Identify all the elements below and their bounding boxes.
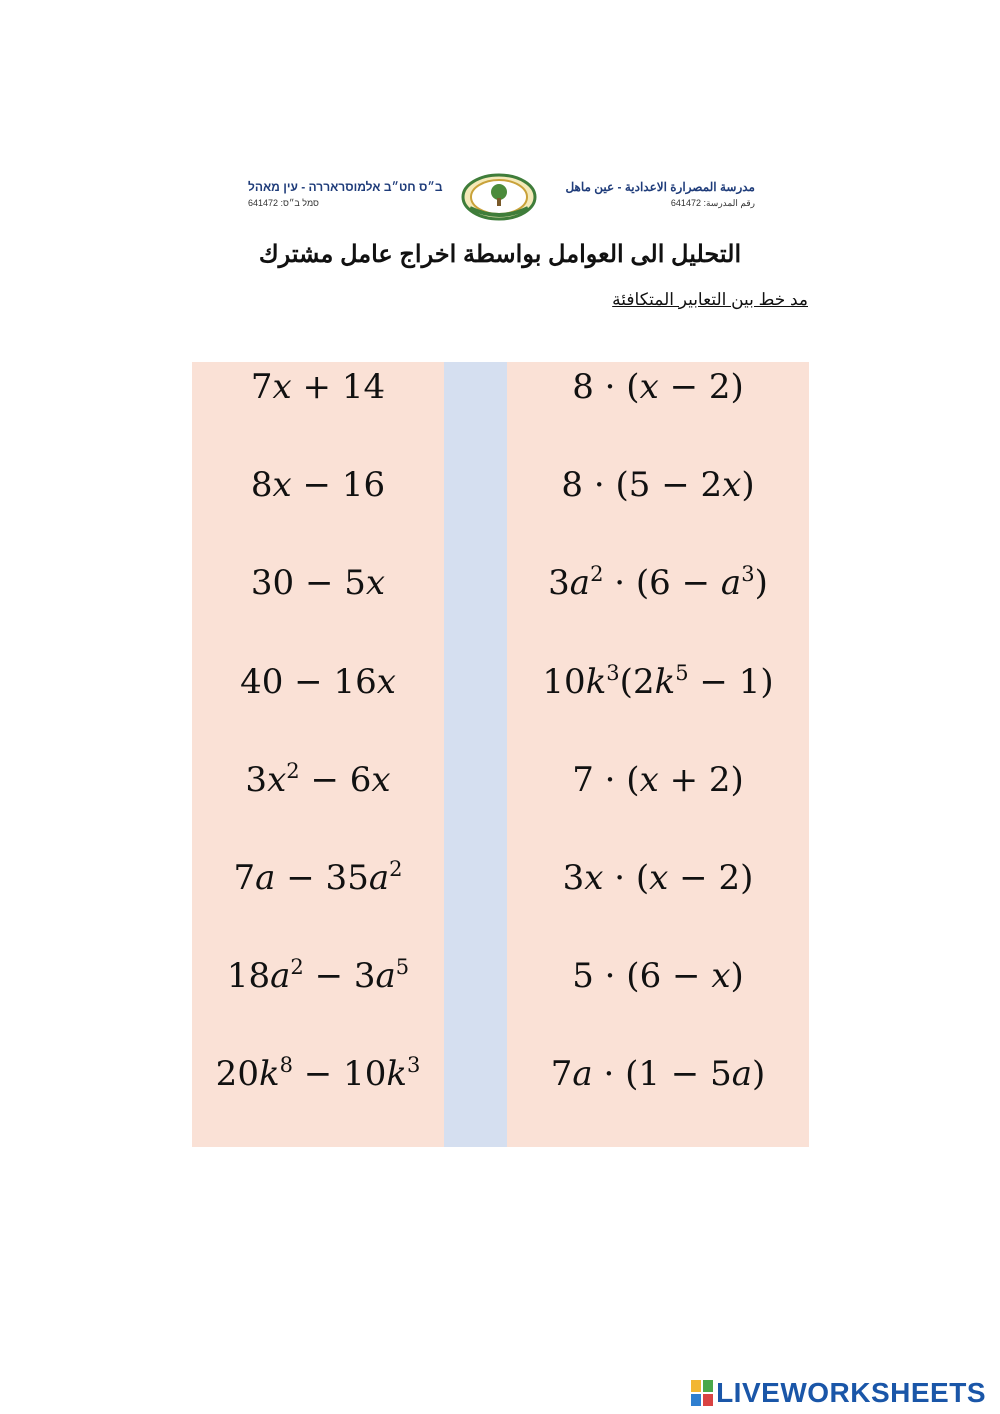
left-expression[interactable]: 40 − 16x [240, 661, 396, 702]
right-expression[interactable]: 8 · (5 − 2x) [561, 465, 755, 506]
school-number-arabic: رقم المدرسة: 641472 [670, 198, 755, 208]
left-expression[interactable]: $18a^2 - 3a^5$ [226, 955, 410, 997]
left-expression[interactable]: 30 − 5x [250, 563, 386, 604]
right-expression[interactable]: 3x · (x − 2) [562, 858, 754, 898]
right-expression[interactable]: 8 · (x − 2) [572, 367, 744, 407]
left-expression[interactable]: 7x + 14 [250, 367, 386, 407]
school-logo [460, 172, 538, 222]
right-expression[interactable]: $10k^3(2k^5 - 1)$ [542, 660, 774, 702]
header-right-school [555, 180, 755, 209]
right-expression[interactable]: 5 · (6 − x) [572, 956, 744, 997]
school-number-hebrew: סמל ב״ס: 641472 [248, 198, 319, 208]
liveworksheets-brand [691, 1376, 986, 1410]
left-expression[interactable]: $7a - 35a^2$ [233, 857, 403, 898]
header-left-school [248, 180, 458, 208]
left-expression[interactable]: $3x^2 - 6x$ [245, 758, 391, 800]
school-name-arabic: مدرسة المصرارة الاعدادية - عين ماهل [565, 180, 755, 194]
worksheet-instruction: مد خط بين التعابير المتكافئة [612, 290, 808, 309]
right-expression[interactable]: $3a^2 \cdot (6 - a^3)$ [548, 562, 768, 604]
liveworksheets-brand-text: LIVEWORKSHEETS [716, 1377, 986, 1408]
liveworksheets-logo-icon [691, 1380, 713, 1406]
matching-area[interactable] [444, 362, 507, 1147]
left-expression[interactable]: $20k^8 - 10k^3$ [215, 1053, 421, 1095]
school-name-hebrew: ב״ס חט״ב אלמוסראררה - עין מאהל [248, 180, 443, 194]
right-expression[interactable]: 7a · (1 − 5a) [550, 1054, 766, 1095]
right-expression[interactable]: 7 · (x + 2) [572, 759, 744, 800]
worksheet-title: التحليل الى العوامل بواسطة اخراج عامل مشترك [258, 241, 742, 268]
left-expression[interactable]: 8x − 16 [250, 465, 386, 506]
